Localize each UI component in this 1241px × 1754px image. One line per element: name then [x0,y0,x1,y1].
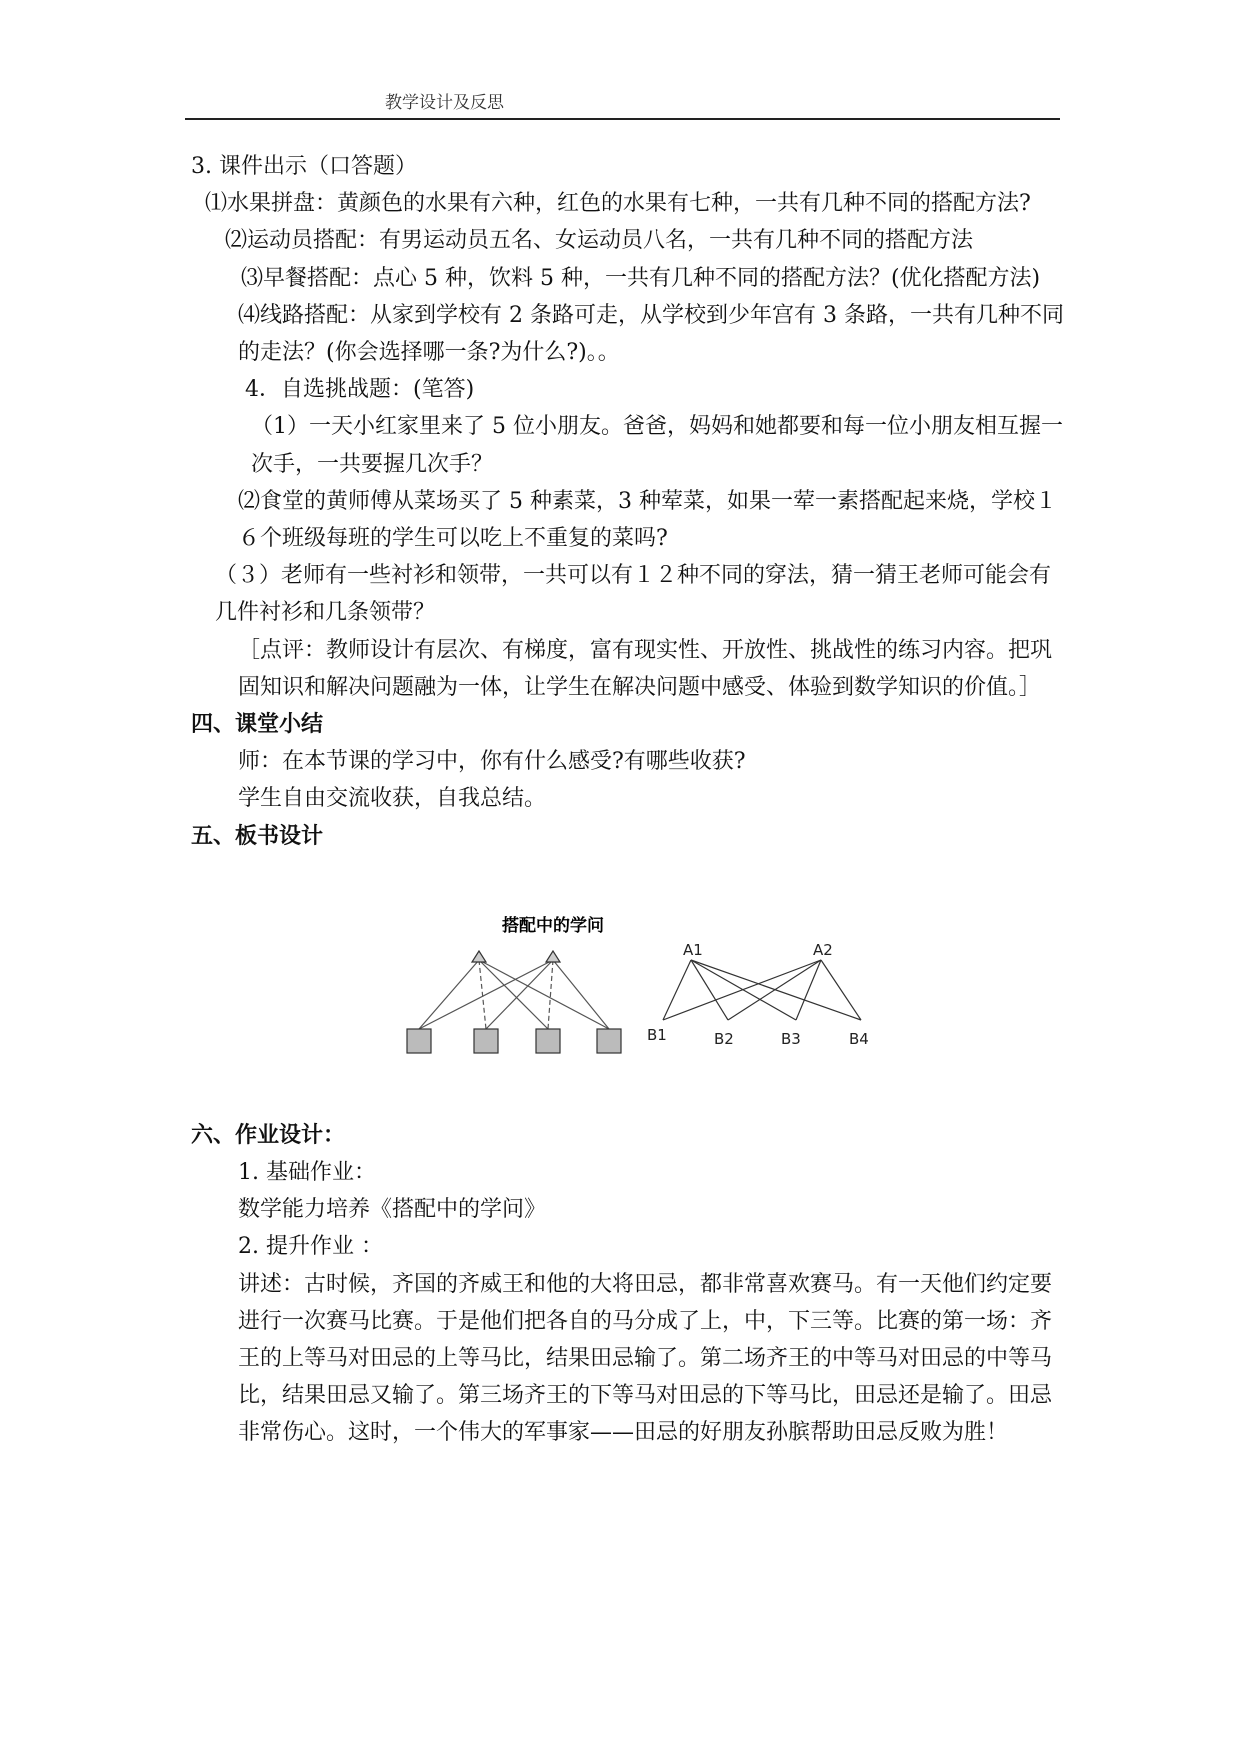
header-title: 教学设计及反思 [385,93,504,113]
student-summary: 学生自由交流收获，自我总结。 [238,786,547,812]
question-route: ⑷线路搭配：从家到学校有 2 条路可走，从学校到少年宫有 3 条路，一共有几种不同的走法？(你会选择哪一条?为什么?)。。 [238,302,1064,366]
square-icon [536,1029,560,1053]
square-icon [407,1029,431,1053]
teacher-question: 师：在本节课的学习中，你有什么感受?有哪些收获? [238,749,746,775]
label-b1: B1 [647,1025,667,1044]
homework-basic-item: 数学能力培养《搭配中的学问》 [238,1197,547,1223]
comment-block: ［点评：教师设计有层次、有梯度，富有现实性、开放性、挑战性的练习内容。把巩固知识和解决问题融为一体，让学生在解决问题中感受、体验到数学知识的价值。］ [238,637,1053,700]
section-homework-heading: 六、作业设计： [191,1122,346,1148]
challenge-dishes: ⑵食堂的黄师傅从菜场买了 5 种素菜，3 种荤菜，如果一荤一素搭配起来烧，学校１６个班级每班的学生可以吃上不重复的菜吗? [238,488,1057,552]
question-breakfast: ⑶早餐搭配：点心 5 种，饮料 5 种，一共有几种不同的搭配方法？(优化搭配方法) [241,265,1041,291]
question-fruit: ⑴水果拼盘：黄颜色的水果有六种，红色的水果有七种，一共有几种不同的搭配方法? [205,191,1031,217]
triangle-icon [472,951,486,962]
homework-advanced-title: 2. 提升作业 ： [238,1234,383,1260]
triangle-icon [546,951,560,962]
section-summary-heading: 四、课堂小结 [191,712,324,738]
item-3-title: 3. 课件出示（口答题） [191,154,417,179]
label-b4: B4 [849,1029,869,1048]
question-athletes: ⑵运动员搭配：有男运动员五名、女运动员八名，一共有几种不同的搭配方法 [225,228,974,254]
board-diagram [191,855,1071,1117]
diagram-title: 搭配中的学问 [502,915,604,936]
section-board-heading: 五、板书设计 [191,823,324,849]
label-a1: A1 [683,940,703,959]
document-body [191,148,1071,1452]
label-b2: B2 [714,1029,734,1048]
story-paragraph: 讲述：古时候，齐国的齐威王和他的大将田忌，都非常喜欢赛马。有一天他们约定要进行一次赛马比赛。于是他们把各自的马分成了上，中，下三等。比赛的第一场：齐王的上等马对田忌的上等马比，结果田忌输了。第二场齐王的中等马对田忌的中等马比，结果田忌又输了。第三场齐王的下等马对田忌的下等马比，田忌还是输了。田忌非常伤心。这时，一个伟大的军事家——田忌的好朋友孙膑帮助田忌反败为胜！ [238,1271,1053,1446]
board-diagram-svg [191,855,1071,1117]
left-connection-lines [419,960,609,1029]
label-a2: A2 [813,940,833,959]
square-icon [597,1029,621,1053]
challenge-handshake: （1）一天小红家里来了 5 位小朋友。爸爸，妈妈和她都要和每一位小朋友相互握一次手，一共要握几次手？ [251,414,1063,477]
square-icon [474,1029,498,1053]
item-4-title: 4．自选挑战题：(笔答) [245,377,475,403]
challenge-shirts: （３）老师有一些衬衫和领带，一共可以有１２种不同的穿法，猜一猜王老师可能会有几件衬衫和几条领带？ [215,563,1052,626]
page-header [185,86,1060,120]
right-connection-lines [663,960,861,1020]
homework-basic-title: 1. 基础作业： [238,1160,376,1186]
label-b3: B3 [781,1029,801,1048]
